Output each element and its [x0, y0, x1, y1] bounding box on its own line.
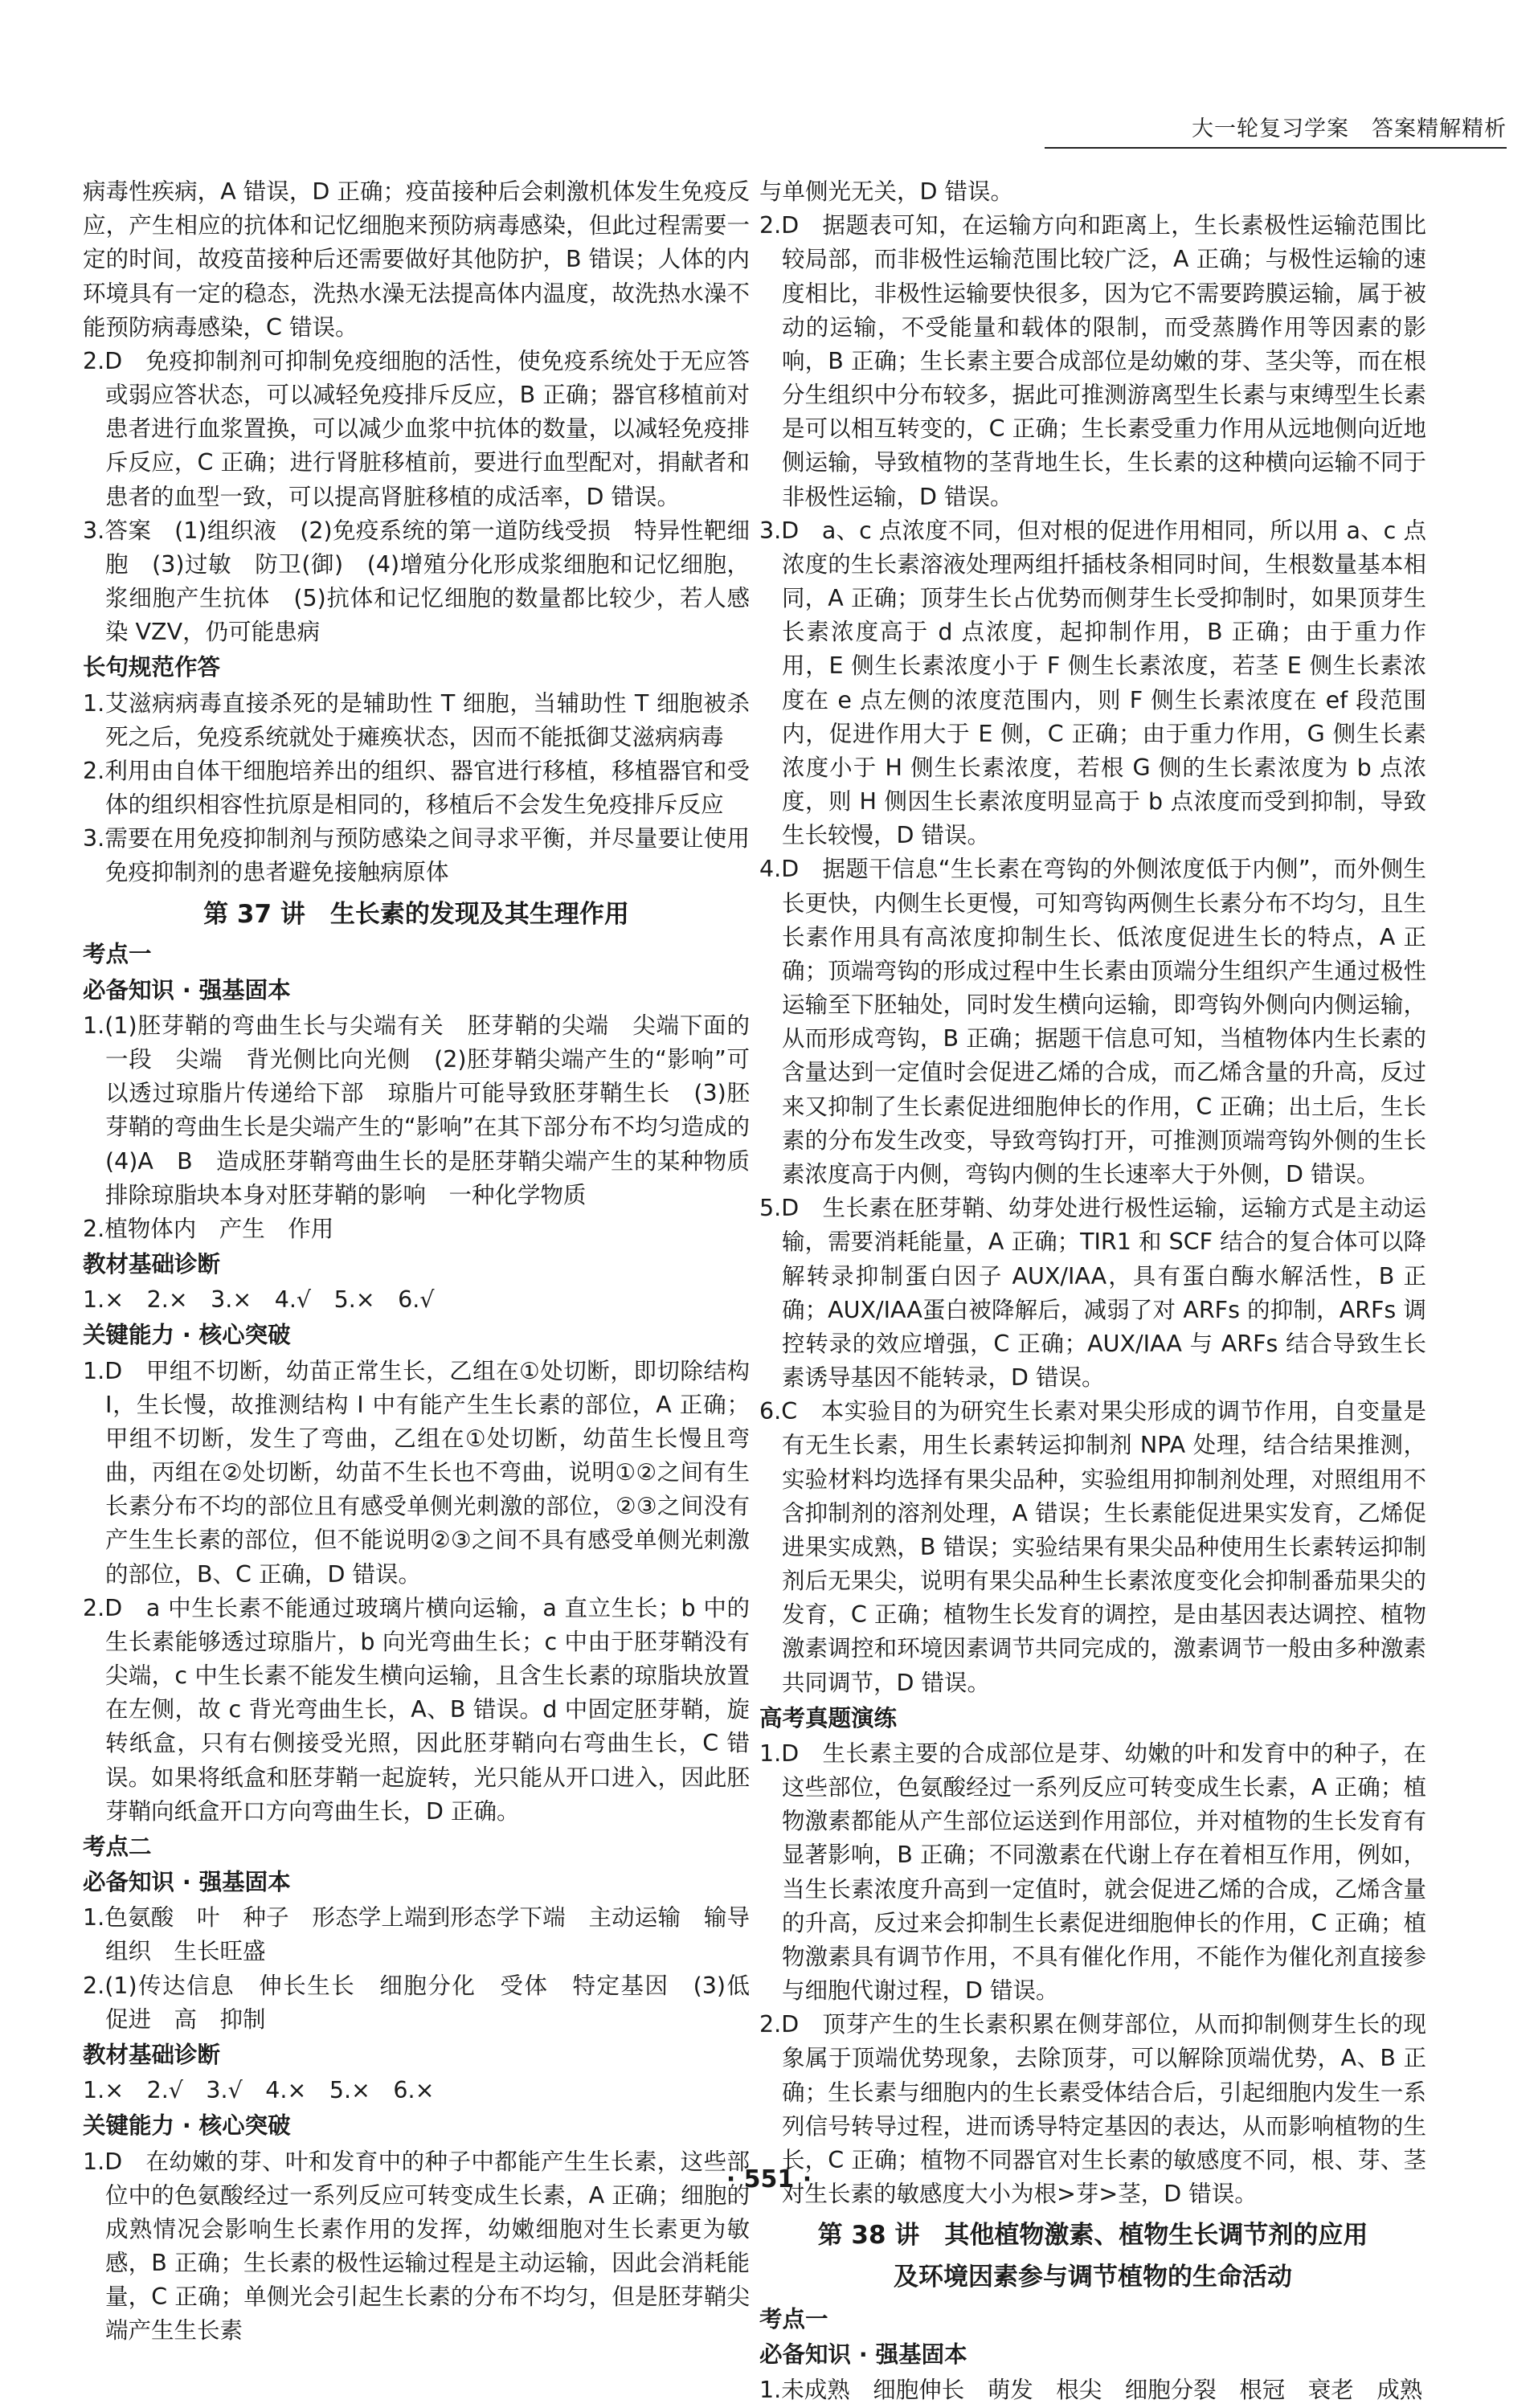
answer-item: 1.D 生长素主要的合成部位是芽、幼嫩的叶和发育中的种子，在这些部位，色氨酸经过一系列反应可转变成生长素，A 正确；植物激素都能从产生部位运送到作用部位，并对植物的生长发育有显著影响，B 正确；不同激素在代谢上存在着相互作用，例如，当生长素浓度升高到一定值时，就会促进乙烯的合成，乙烯含量的升高，反过来会抑制生长素促进细胞伸长的作用，C 正确；植物激素具有调节作用，不具有催化作用，不能作为催化剂直接参与细胞代谢过程，D 错误。 [759, 1740, 1426, 2005]
answer-item: 3.D a、c 点浓度不同，但对根的促进作用相同，所以用 a、c 点浓度的生长素溶液处理两组扦插枝条相同时间，生根数量基本相同，A 正确；顶芽生长占优势而侧芽生长受抑制时，如果顶芽生长素浓度高于 d 点浓度，起抑制作用，B 正确；由于重力作用，E 侧生长素浓度小于 F 侧生长素浓度，若茎 E 侧生长素浓度在 e 点左侧的浓度范围内，则 F 侧生长素浓度在 ef 段范围内，促进作用大于 E 侧，C 正确；由于重力作用，G 侧生长素浓度小于 H 侧生长素浓度，若根 G 侧的生长素浓度为 b 点浓度，则 H 侧因生长素浓度明显高于 b 点浓度而受到抑制，导致生长较慢，D 错误。 [759, 517, 1426, 849]
answer-item: 2.植物体内 产生 作用 [83, 1215, 334, 1242]
answer-item: 2.D 据题表可知，在运输方向和距离上，生长素极性运输范围比较局部，而非极性运输范围比较广泛，A 正确；与极性运输的速度相比，非极性运输要快很多，因为它不需要跨膜运输，属于被动的运输，不受能量和载体的限制，而受蒸腾作用等因素的影响，B 正确；生长素主要合成部位是幼嫩的芽、茎尖等，而在根分生组织中分布较多，据此可推测游离型生长素与束缚型生长素是可以相互转变的，C 正确；生长素受重力作用从远地侧向近地侧运输，导致植物的茎背地生长，生长素的这种横向运输不同于非极性运输，D 错误。 [759, 212, 1426, 510]
section-heading: 长句规范作答 [83, 654, 221, 681]
answer-item: 2.(1)传达信息 伸长生长 细胞分化 受体 特定基因 (3)低 促进 高 抑制 [83, 1972, 773, 2033]
section-heading: 必备知识 · 强基固本 [83, 976, 291, 1004]
section-heading: 必备知识 · 强基固本 [83, 1869, 291, 1896]
section-heading: 关键能力 · 核心突破 [83, 2112, 291, 2140]
answer-item: 2.D a 中生长素不能通过玻璃片横向运输，a 直立生长；b 中的生长素能够透过琼脂片，b 向光弯曲生长；c 中由于胚芽鞘没有尖端，c 中生长素不能发生横向运输，且含生长素的琼脂块放置在左侧，故 c 背光弯曲生长，A、B 错误。d 中固定胚芽鞘，旋转纸盒，只有右侧接受光照，因此胚芽鞘向右弯曲生长，C 错误。如果将纸盒和胚芽鞘一起旋转，光只能从开口进入，因此胚芽鞘向纸盒开口方向弯曲生长，D 正确。 [83, 1594, 750, 1825]
paragraph: 病毒性疾病，A 错误，D 正确；疫苗接种后会刺激机体发生免疫反应，产生相应的抗体和记忆细胞来预防病毒感染，但此过程需要一定的时间，故疫苗接种后还需要做好其他防护，B 错误；人体的内环境具有一定的稳态，洗热水澡无法提高体内温度，故洗热水澡不能预防病毒感染，C 错误。 [83, 178, 750, 341]
section-heading: 必备知识 · 强基固本 [759, 2341, 967, 2369]
paragraph: 与单侧光无关，D 错误。 [759, 178, 1014, 205]
answer-item: 1.D 甲组不切断，幼苗正常生长，乙组在①处切断，即切除结构 Ⅰ，生长慢，故推测结构 Ⅰ 中有能产生生长素的部位，A 正确；甲组不切断，发生了弯曲，乙组在①处切断，幼苗生长慢且弯曲，丙组在②处切断，幼苗不生长也不弯曲，说明①②之间有生长素分布不均的部位且有感受单侧光刺激的部位，②③之间没有产生生长素的部位，但不能说明②③之间不具有感受单侧光刺激的部位，B、C 正确，D 错误。 [83, 1357, 750, 1588]
paragraph: 1.× 2.× 3.× 4.√ 5.× 6.√ [83, 1286, 435, 1314]
answer-item: 1.D 在幼嫩的芽、叶和发育中的种子中都能产生生长素，这些部位中的色氨酸经过一系列反应可转变成生长素，A 正确；细胞的成熟情况会影响生长素作用的发挥，幼嫩细胞对生长素更为敏感，B 正确；生长素的极性运输过程是主动运输，因此会消耗能量，C 正确；单侧光会引起生长素的分布不均匀，但是胚芽鞘尖端产生生长素 [83, 2148, 750, 2345]
right-column [759, 175, 1426, 2408]
answer-item: 1.艾滋病病毒直接杀死的是辅助性 T 细胞，当辅助性 T 细胞被杀死之后，免疫系统就处于瘫痪状态，因而不能抵御艾滋病病毒 [83, 689, 750, 750]
lecture-title: 第 38 讲 其他植物激素、植物生长调节剂的应用 [817, 2221, 1368, 2251]
section-heading: 关键能力 · 核心突破 [83, 1322, 291, 1349]
answer-item: 1.(1)胚芽鞘的弯曲生长与尖端有关 胚芽鞘的尖端 尖端下面的一段 尖端 背光侧比向光侧 (2)胚芽鞘尖端产生的“影响”可以透过琼脂片传递给下部 琼脂片可能导致胚芽鞘生长 (3)胚芽鞘的弯曲生长是尖端产生的“影响”在其下部分布不均匀造成的 (4)A B 造成胚芽鞘弯曲生长的是胚芽鞘尖端产生的某种物质 排除琼脂块本身对胚芽鞘的影响 一种化学物质 [83, 1012, 773, 1208]
paragraph: 1.× 2.√ 3.√ 4.× 5.× 6.× [83, 2077, 435, 2104]
section-heading: 教材基础诊断 [83, 2041, 221, 2068]
page-number: · 551 · [726, 2165, 812, 2193]
running-header: 大一轮复习学案 答案精解精析 [1045, 111, 1507, 149]
lecture-title: 第 37 讲 生长素的发现及其生理作用 [203, 899, 629, 929]
answer-item: 2.利用由自体干细胞培养出的组织、器官进行移植，移植器官和受体的组织相容性抗原是相同的，移植后不会发生免疫排斥反应 [83, 757, 750, 819]
answer-item: 3.需要在用免疫抑制剂与预防感染之间寻求平衡，并尽量要让使用免疫抑制剂的患者避免接触病原体 [83, 825, 750, 886]
answer-item: 4.D 据题干信息“生长素在弯钩的外侧浓度低于内侧”，而外侧生长更快，内侧生长更慢，可知弯钩两侧生长素分布不均匀，且生长素作用具有高浓度抑制生长、低浓度促进生长的特点，A 正确；顶端弯钩的形成过程中生长素由顶端分生组织产生通过极性运输至下胚轴处，同时发生横向运输，即弯钩外侧向内侧运输，从而形成弯钩，B 正确；据题干信息可知，当植物体内生长素的含量达到一定值时会促进乙烯的合成，而乙烯含量的升高，反过来又抑制了生长素促进细胞伸长的作用，C 正确；出土后，生长素的分布发生改变，导致弯钩打开，可推测顶端弯钩外侧的生长素浓度高于内侧，弯钩内侧的生长速率大于外侧，D 错误。 [759, 856, 1426, 1188]
answer-item: 2.D 免疫抑制剂可抑制免疫细胞的活性，使免疫系统处于无应答或弱应答状态，可以减轻免疫排斥反应，B 正确；器官移植前对患者进行血浆置换，可以减少血浆中抗体的数量，以减轻免疫排斥反应，C 正确；进行肾脏移植前，要进行血型配对，捐献者和患者的血型一致，可以提高肾脏移植的成活率，D 错误。 [83, 347, 750, 510]
section-heading: 考点二 [83, 1833, 152, 1860]
answer-item: 1.色氨酸 叶 种子 形态学上端到形态学下端 主动运输 输导组织 生长旺盛 [83, 1904, 750, 1965]
section-heading: 高考真题演练 [759, 1704, 898, 1731]
section-heading: 教材基础诊断 [83, 1251, 221, 1278]
answer-item: 6.C 本实验目的为研究生长素对果尖形成的调节作用，自变量是有无生长素，用生长素转运抑制剂 NPA 处理，结合结果推测，实验材料均选择有果尖品种，实验组用抑制剂处理，对照组用不含抑制剂的溶剂处理，A 错误；生长素能促进果实发育，乙烯促进果实成熟，B 错误；实验结果有果尖品种使用生长素转运抑制剂后无果尖，说明有果尖品种生长素浓度变化会抑制番茄果尖的发育，C 正确；植物生长发育的调控，是由基因表达调控、植物激素调控和环境因素调节共同完成的，激素调节一般由多种激素共同调节，D 错误。 [759, 1398, 1426, 1696]
section-heading: 考点一 [759, 2306, 828, 2333]
answer-item: 1.未成熟 细胞伸长 萌发 根尖 细胞分裂 根冠 衰老 成熟 [759, 2377, 1423, 2404]
answer-item: 3.答案 (1)组织液 (2)免疫系统的第一道防线受损 特异性靶细胞 (3)过敏 防卫(御) (4)增殖分化形成浆细胞和记忆细胞，浆细胞产生抗体 (5)抗体和记忆细胞的数量都比较少，若人感染 VZV，仍可能患病 [83, 517, 750, 646]
section-heading: 考点一 [83, 941, 152, 968]
answer-item: 2.D 顶芽产生的生长素积累在侧芽部位，从而抑制侧芽生长的现象属于顶端优势现象，去除顶芽，可以解除顶端优势，A、B 正确；生长素与细胞内的生长素受体结合后，引起细胞内发生一系列信号转导过程，进而诱导特定基因的表达，从而影响植物的生长，C 正确；植物不同器官对生长素的敏感度不同，根、芽、茎对生长素的敏感度大小为根>芽>茎，D 错误。 [759, 2011, 1426, 2208]
answer-item: 5.D 生长素在胚芽鞘、幼芽处进行极性运输，运输方式是主动运输，需要消耗能量，A 正确；TIR1 和 SCF 结合的复合体可以降解转录抑制蛋白因子 AUX/IAA，具有蛋白酶水解活性，B 正确；AUX/IAA蛋白被降解后，减弱了对 ARFs 的抑制，ARFs 调控转录的效应增强，C 正确；AUX/IAA 与 ARFs 结合导致生长素诱导基因不能转录，D 错误。 [759, 1195, 1426, 1392]
lecture-subtitle: 及环境因素参与调节植物的生命活动 [894, 2263, 1292, 2292]
